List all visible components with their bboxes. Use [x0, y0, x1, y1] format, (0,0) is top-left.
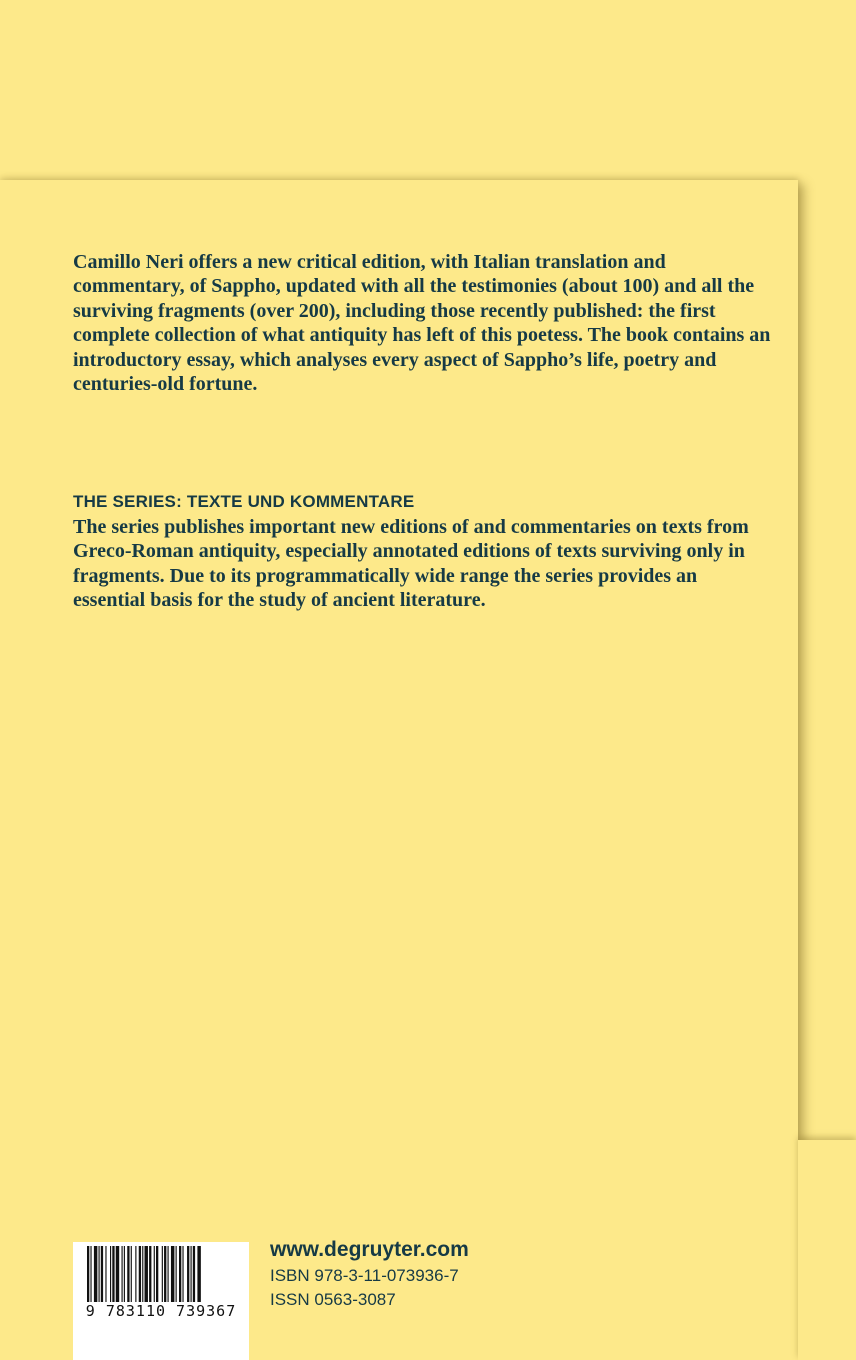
series-description: The series publishes important new editions of and commentaries on texts from Greco-Roman antiquity, especially annotated editions of texts surviving only in fragments. Due to its programmatically wide range the series provides an essential basis for the study of ancient literature. [73, 516, 749, 612]
barcode-bar [110, 1246, 111, 1302]
barcode-bar [127, 1246, 129, 1302]
barcode-bar [99, 1246, 100, 1302]
barcode-bar [171, 1246, 174, 1302]
barcode-bar [149, 1246, 151, 1302]
barcode-bar [176, 1246, 177, 1302]
barcode-bar [182, 1246, 183, 1302]
barcode-bar [156, 1246, 158, 1302]
series-heading: THE SERIES: TEXTE UND KOMMENTARE [73, 492, 415, 511]
barcode-bar [135, 1246, 136, 1302]
barcode-bar [94, 1246, 97, 1302]
barcode-bar [164, 1246, 166, 1302]
barcode-bar [162, 1246, 163, 1302]
barcode-bar [197, 1246, 200, 1302]
issn-label: ISSN 0563-3087 [270, 1290, 396, 1309]
publisher-info [270, 1236, 469, 1312]
barcode-bar [90, 1246, 91, 1302]
barcode-digits: 9 783110 739367 [85, 1302, 237, 1320]
isbn-label: ISBN 978-3-11-073936-7 [270, 1266, 459, 1285]
barcode-bars-icon [87, 1246, 235, 1302]
barcode-bar [116, 1246, 119, 1302]
barcode-bar [142, 1246, 143, 1302]
barcode-bar [168, 1246, 169, 1302]
barcode-bar [179, 1246, 181, 1302]
lower-right-strip [798, 1140, 856, 1360]
barcode-bar [112, 1246, 114, 1302]
barcode-bar [101, 1246, 103, 1302]
barcode-bar [193, 1246, 195, 1302]
barcode-bar [154, 1246, 155, 1302]
barcode-bar [131, 1246, 132, 1302]
barcode-bar [191, 1246, 192, 1302]
barcode-bar [105, 1246, 106, 1302]
barcode-bar [122, 1246, 123, 1302]
publisher-url[interactable]: www.degruyter.com [270, 1238, 469, 1261]
barcode-bar [187, 1246, 189, 1302]
barcode-bar [145, 1246, 148, 1302]
barcode [73, 1242, 249, 1360]
book-description: Camillo Neri offers a new critical edition, with Italian translation and commentary, of Sappho, updated with all the testimonies (about 100) and all the surviving fragments (over 200), including those recently published: the first complete collection of what antiquity has left of this poetess. The book contains an introductory essay, which analyses every aspect of Sappho’s life, poetry and centuries-old fortune. [73, 251, 771, 396]
barcode-bar [124, 1246, 125, 1302]
barcode-bar [139, 1246, 141, 1302]
barcode-bar [87, 1246, 89, 1302]
